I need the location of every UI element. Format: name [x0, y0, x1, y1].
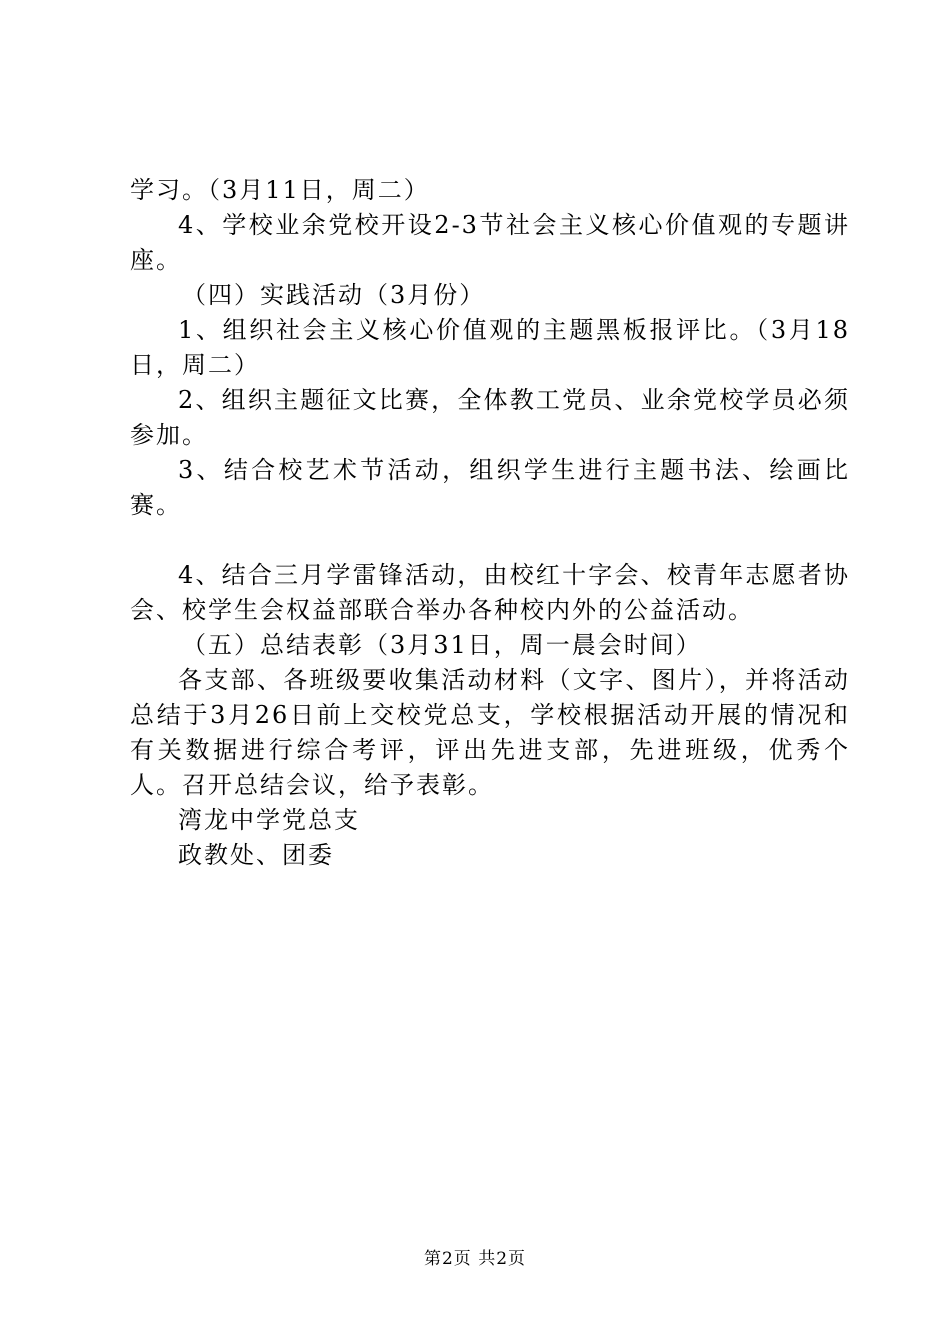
section-heading-practice: （四）实践活动（3月份）	[182, 281, 486, 309]
section-heading-summary: （五）总结表彰（3月31日，周一晨会时间）	[182, 631, 702, 659]
paragraph-lecture: 4、学校业余党校开设2-3节社会主义核心价值观的专题讲座。	[130, 211, 850, 274]
paragraph-leifeng: 4、结合三月学雷锋活动，由校红十字会、校青年志愿者协会、校学生会权益部联合举办各种校内外的公益活动。	[130, 561, 850, 624]
paragraph-summary: 各支部、各班级要收集活动材料（文字、图片），并将活动总结于3月26日前上交校党总支，学校根据活动开展的情况和有关数据进行综合考评，评出先进支部，先进班级，优秀个人。召开总结会议，给予表彰。	[130, 666, 850, 799]
paragraph-blackboard: 1、组织社会主义核心价值观的主题黑板报评比。（3月18日，周二）	[130, 316, 850, 379]
paragraph-essay-contest: 2、组织主题征文比赛，全体教工党员、业余党校学员必须参加。	[130, 386, 850, 449]
signature-office: 政教处、团委	[178, 841, 334, 869]
paragraph-continuation: 学习。（3月11日，周二）	[130, 176, 430, 204]
signature-party-branch: 湾龙中学党总支	[178, 806, 360, 834]
paragraph-art-festival: 3、结合校艺术节活动，组织学生进行主题书法、绘画比赛。	[130, 456, 850, 519]
page-number-footer: 第2页 共2页	[423, 1249, 527, 1269]
document-body	[130, 173, 850, 873]
